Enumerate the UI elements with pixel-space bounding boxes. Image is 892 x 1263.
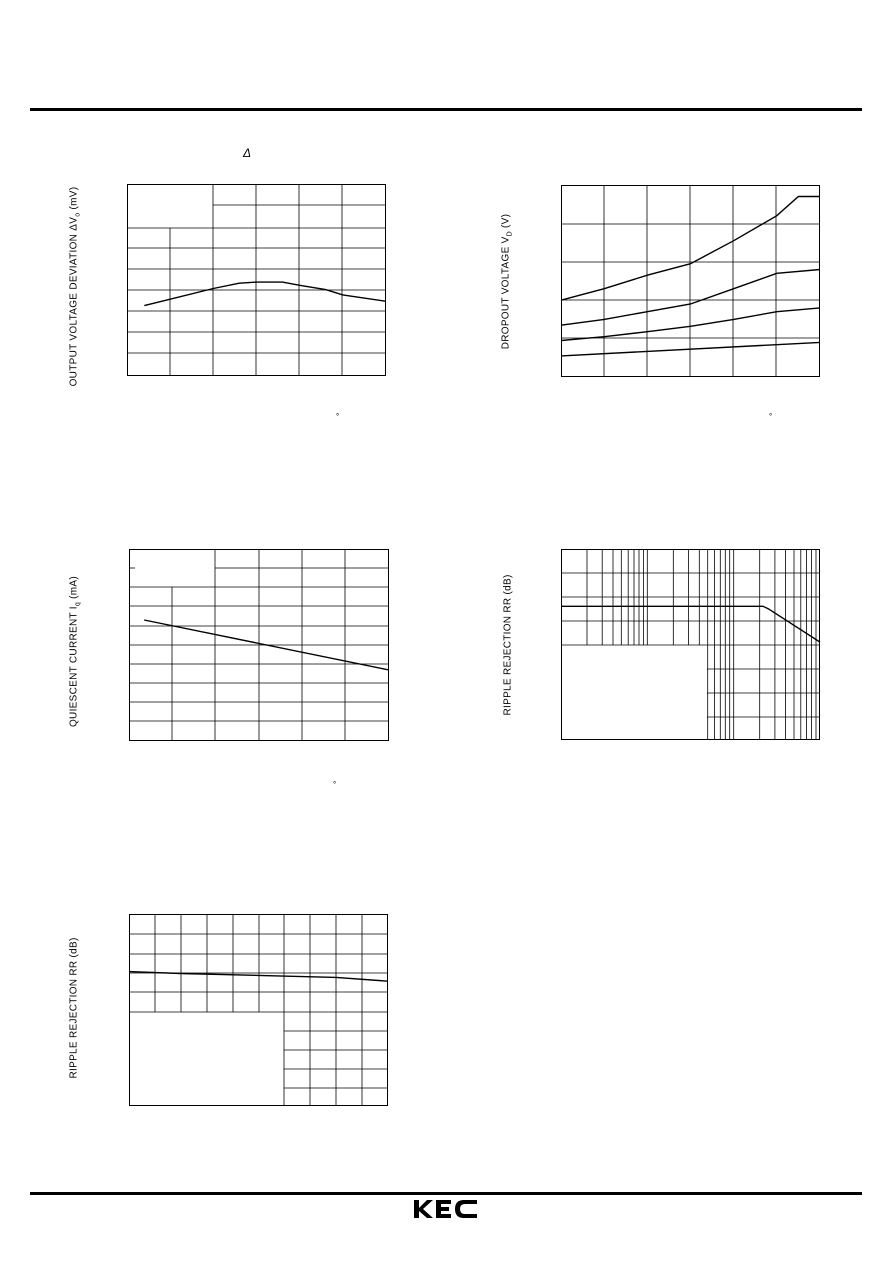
output-voltage-deviation-series-1: [144, 282, 386, 306]
dropout-voltage-series-2: [561, 270, 820, 326]
ripple-rejection-frequency-chart: [561, 549, 820, 740]
delta-symbol: Δ: [243, 146, 252, 160]
dropout-voltage-series-3: [561, 308, 820, 341]
chart5-ylabel: RIPPLE REJECTION RR (dB): [68, 937, 80, 1079]
footer-rule: [30, 1192, 862, 1195]
header-rule: [30, 108, 862, 111]
dropout-voltage-series-4: [561, 342, 820, 356]
dropout-voltage-series-1: [561, 197, 820, 301]
chart1-degree-mark: °: [336, 412, 340, 421]
chart3-ylabel: QUIESCENT CURRENT $I_q$ (mA): [68, 575, 82, 728]
chart4-ylabel: RIPPLE REJECTION RR (dB): [502, 574, 514, 716]
ripple-rejection-chart: [129, 914, 388, 1106]
chart2-degree-mark: °: [769, 412, 773, 421]
dropout-voltage-chart: [561, 185, 820, 377]
output-voltage-deviation-chart: [127, 184, 386, 376]
chart2-ylabel: DROPOUT VOLTAGE $V_D$ (V): [500, 213, 514, 350]
chart3-degree-mark: °: [333, 780, 337, 789]
chart1-ylabel: OUTPUT VOLTAGE DEVIATION $\Delta V_o$ (mV): [68, 186, 82, 387]
kec-logo: [410, 1196, 482, 1222]
ripple-rejection-freq-series-1: [561, 606, 820, 642]
quiescent-current-chart: [129, 549, 389, 741]
